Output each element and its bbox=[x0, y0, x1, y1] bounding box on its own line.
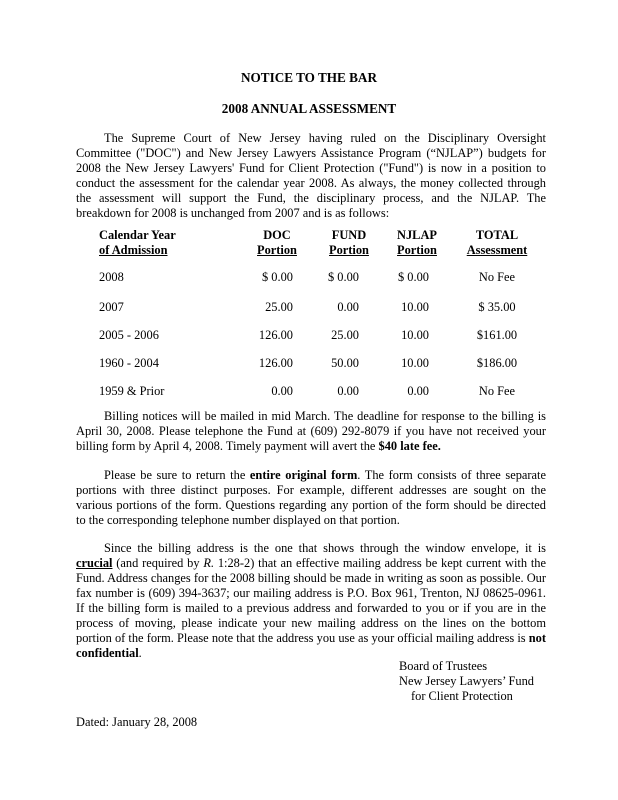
signature-line-1: Board of Trustees bbox=[399, 659, 488, 673]
cell-year: 1960 - 2004 bbox=[99, 356, 159, 370]
cell-njlap: 10.00 bbox=[401, 300, 429, 314]
cell-total: $161.00 bbox=[476, 328, 518, 342]
table-row bbox=[99, 328, 539, 343]
table-header-year bbox=[99, 228, 176, 258]
entire-original-form-text: entire original form bbox=[249, 468, 358, 482]
intro-paragraph: The Supreme Court of New Jersey having ruled on the Disciplinary Oversight Committee ("DOC") and New Jersey Lawyers Assistance Program (“NJLAP”) budgets for 2008 the New Jersey Lawyers' Fund for Client Protection ("Fund") is now in a position to conduct the assessment for the calendar year 2008. As always, the money collected through the assessment will support the Fund, the disciplinary process, and the NJLAP. The breakdown for 2008 is unchanged from 2007 and is as follows: bbox=[76, 131, 546, 220]
not-confidential-text: not confidential bbox=[76, 631, 546, 660]
header-year-line1: Calendar Year bbox=[99, 228, 176, 242]
cell-njlap: 10.00 bbox=[401, 356, 429, 370]
address-paragraph bbox=[76, 541, 546, 661]
header-total-line2: Assessment bbox=[466, 243, 528, 257]
notice-title: NOTICE TO THE BAR bbox=[241, 70, 377, 85]
signature-block bbox=[399, 659, 534, 704]
header-fund-line1: FUND bbox=[331, 228, 367, 242]
cell-njlap: $ 0.00 bbox=[398, 270, 429, 284]
cell-year: 2007 bbox=[99, 300, 124, 314]
signature-line-3: for Client Protection bbox=[411, 689, 513, 703]
table-header-fund bbox=[319, 228, 379, 258]
dated-line: Dated: January 28, 2008 bbox=[76, 715, 198, 729]
header-njlap-line1: NJLAP bbox=[397, 228, 437, 242]
cell-fund: 0.00 bbox=[337, 384, 359, 398]
cell-fund: 25.00 bbox=[331, 328, 359, 342]
late-fee-text: $40 late fee. bbox=[378, 439, 441, 453]
return-form-paragraph bbox=[76, 468, 546, 528]
cell-fund: 0.00 bbox=[337, 300, 359, 314]
billing-text: Billing notices will be mailed in mid March. The deadline for response to the billing is April 30, 2008. Please telephone the Fund at (609) 292-8079 if you have not received your billing form by April 4, 2008. Timely payment will avert the bbox=[76, 409, 546, 453]
address-end: . bbox=[138, 646, 142, 660]
cell-njlap: 10.00 bbox=[401, 328, 429, 342]
cell-fund: $ 0.00 bbox=[328, 270, 359, 284]
cell-doc: 25.00 bbox=[265, 300, 293, 314]
header-doc-line1: DOC bbox=[263, 228, 291, 242]
cell-total: No Fee bbox=[478, 384, 516, 398]
cell-doc: 126.00 bbox=[258, 356, 293, 370]
table-row bbox=[99, 300, 539, 315]
header-njlap-line2: Portion bbox=[397, 243, 437, 257]
cell-njlap: 0.00 bbox=[407, 384, 429, 398]
cell-year: 1959 & Prior bbox=[99, 384, 165, 398]
address-mid2: 1:28-2) that an effective mailing address be kept current with the Fund. Address changes for the 2008 billing should be made in writing as soon as possible. Our fax number is (609) 394-3637; our mailing address is P.O. Box 961, Trenton, NJ 08625-0961. If the billing form is mailed to a previous address and forwarded to you or if you are in the process of moving, please indicate your new mailing address on the lines on the bottom portion of the form. Please note that the address you use as your official mailing address is bbox=[76, 556, 546, 645]
cell-total: No Fee bbox=[478, 270, 516, 284]
header-year-line2: of Admission bbox=[99, 243, 168, 257]
cell-total: $186.00 bbox=[476, 356, 518, 370]
cell-fund: 50.00 bbox=[331, 356, 359, 370]
rule-reference: R. bbox=[203, 556, 215, 570]
address-mid1: (and required by bbox=[112, 556, 204, 570]
table-row bbox=[99, 384, 539, 399]
table-header-njlap bbox=[387, 228, 447, 258]
crucial-text: crucial bbox=[76, 556, 113, 570]
table-row bbox=[99, 356, 539, 371]
cell-doc: 0.00 bbox=[271, 384, 293, 398]
header-fund-line2: Portion bbox=[329, 243, 369, 257]
table-row bbox=[99, 270, 539, 285]
cell-total: $ 35.00 bbox=[478, 300, 516, 314]
address-pre: Since the billing address is the one that shows through the window envelope, it is bbox=[104, 541, 546, 555]
return-form-post: . The form consists of three separate portions with three distinct purposes. For example, different addresses are sought on the various portions of the form. Questions regarding any portion of the form should be directed to the corresponding telephone number displayed on that portion. bbox=[76, 468, 546, 527]
cell-year: 2005 - 2006 bbox=[99, 328, 159, 342]
header-total-line1: TOTAL bbox=[475, 228, 519, 242]
billing-paragraph bbox=[76, 409, 546, 454]
cell-year: 2008 bbox=[99, 270, 124, 284]
return-form-pre: Please be sure to return the bbox=[104, 468, 250, 482]
table-header-doc bbox=[247, 228, 307, 258]
table-header-total bbox=[459, 228, 535, 258]
header-doc-line2: Portion bbox=[257, 243, 297, 257]
notice-subtitle: 2008 ANNUAL ASSESSMENT bbox=[221, 101, 397, 116]
cell-doc: $ 0.00 bbox=[262, 270, 293, 284]
signature-line-2: New Jersey Lawyers’ Fund bbox=[399, 674, 534, 688]
cell-doc: 126.00 bbox=[258, 328, 293, 342]
